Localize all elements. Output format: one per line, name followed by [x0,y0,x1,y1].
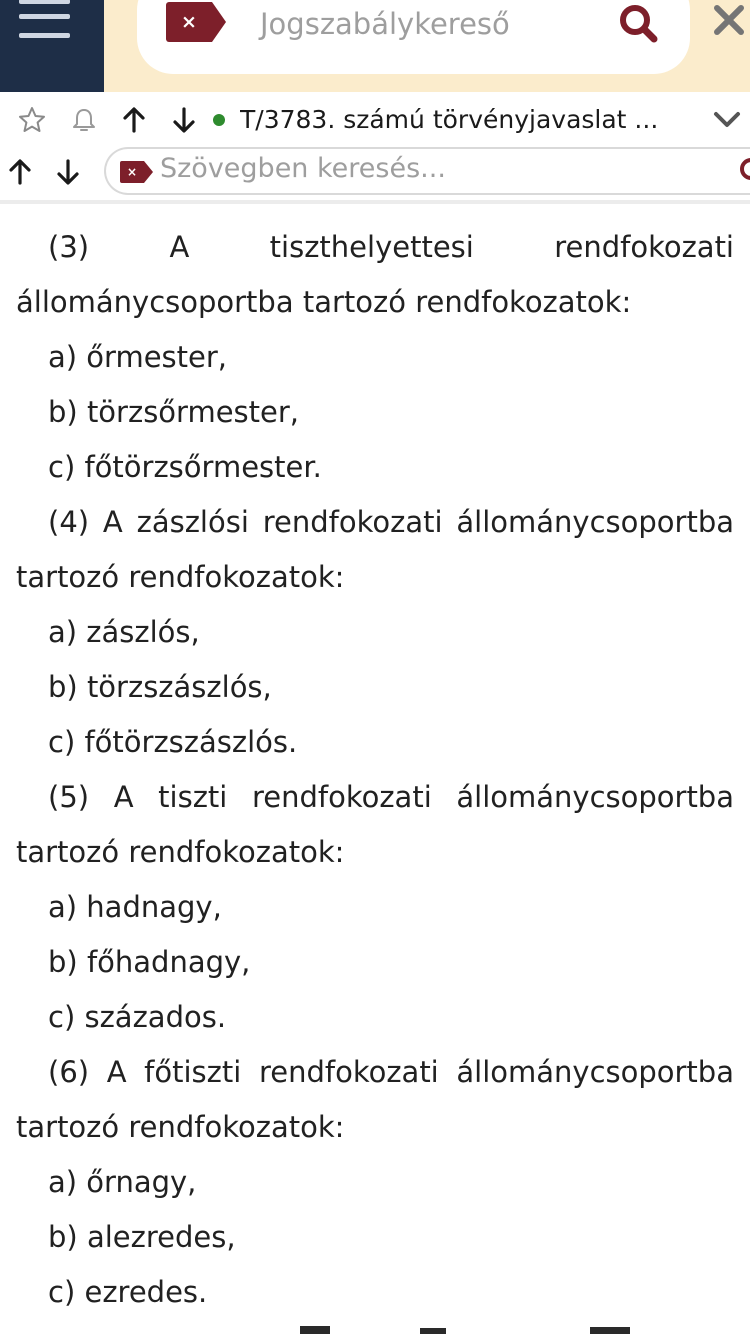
bell-icon[interactable] [70,106,98,134]
menu-button[interactable] [0,0,104,92]
arrow-down-icon[interactable] [170,106,198,134]
next-line-partial [0,1318,750,1334]
menu-bar-line [19,14,70,19]
list-item: b) főhadnagy, [48,945,251,979]
list-item: c) főtörzsőrmester. [48,450,322,484]
list-item: b) törzszászlós, [48,670,272,704]
clear-find-tag-button[interactable]: × [120,161,144,183]
list-item: a) hadnagy, [48,890,222,924]
star-icon[interactable] [18,106,46,134]
section-paragraph: (3) A tiszthelyettesi rendfokozati állománycsoportba tartozó rendfokozatok: [16,230,734,319]
find-previous-icon[interactable] [6,158,34,186]
list-item: a) őrnagy, [48,1165,197,1199]
list-item: a) őrmester, [48,340,228,374]
section-paragraph: (6) A főtiszti rendfokozati állománycsoportba tartozó rendfokozatok: [16,1055,734,1144]
menu-bar-line [19,33,70,38]
list-item: c) ezredes. [48,1275,208,1309]
list-item: a) zászlós, [48,615,200,649]
in-text-search-placeholder[interactable]: Szövegben keresés... [160,153,446,184]
menu-bar-line [19,0,70,4]
document-content [16,220,734,1320]
find-next-icon[interactable] [54,158,82,186]
close-icon[interactable] [708,0,750,44]
section-paragraph: (5) A tiszti rendfokozati állománycsoportba tartozó rendfokozatok: [16,780,734,869]
list-item: c) százados. [48,1000,227,1034]
list-item: b) törzsőrmester, [48,395,300,429]
list-item: c) főtörzszászlós. [48,725,298,759]
list-item: b) alezredes, [48,1220,236,1254]
document-status-dot [213,114,225,126]
toolbar-divider [0,200,750,204]
top-header [0,0,750,92]
arrow-up-icon[interactable] [120,106,148,134]
law-search-placeholder[interactable]: Jogszabálykereső [260,7,510,41]
find-search-icon[interactable] [738,157,750,183]
section-paragraph: (4) A zászlósi rendfokozati állománycsoportba tartozó rendfokozatok: [16,505,734,594]
chevron-down-icon[interactable] [712,106,740,134]
document-title[interactable]: T/3783. számú törvényjavaslat ... [240,105,659,134]
search-icon[interactable] [616,2,664,46]
clear-search-tag-button[interactable]: × [166,2,212,42]
